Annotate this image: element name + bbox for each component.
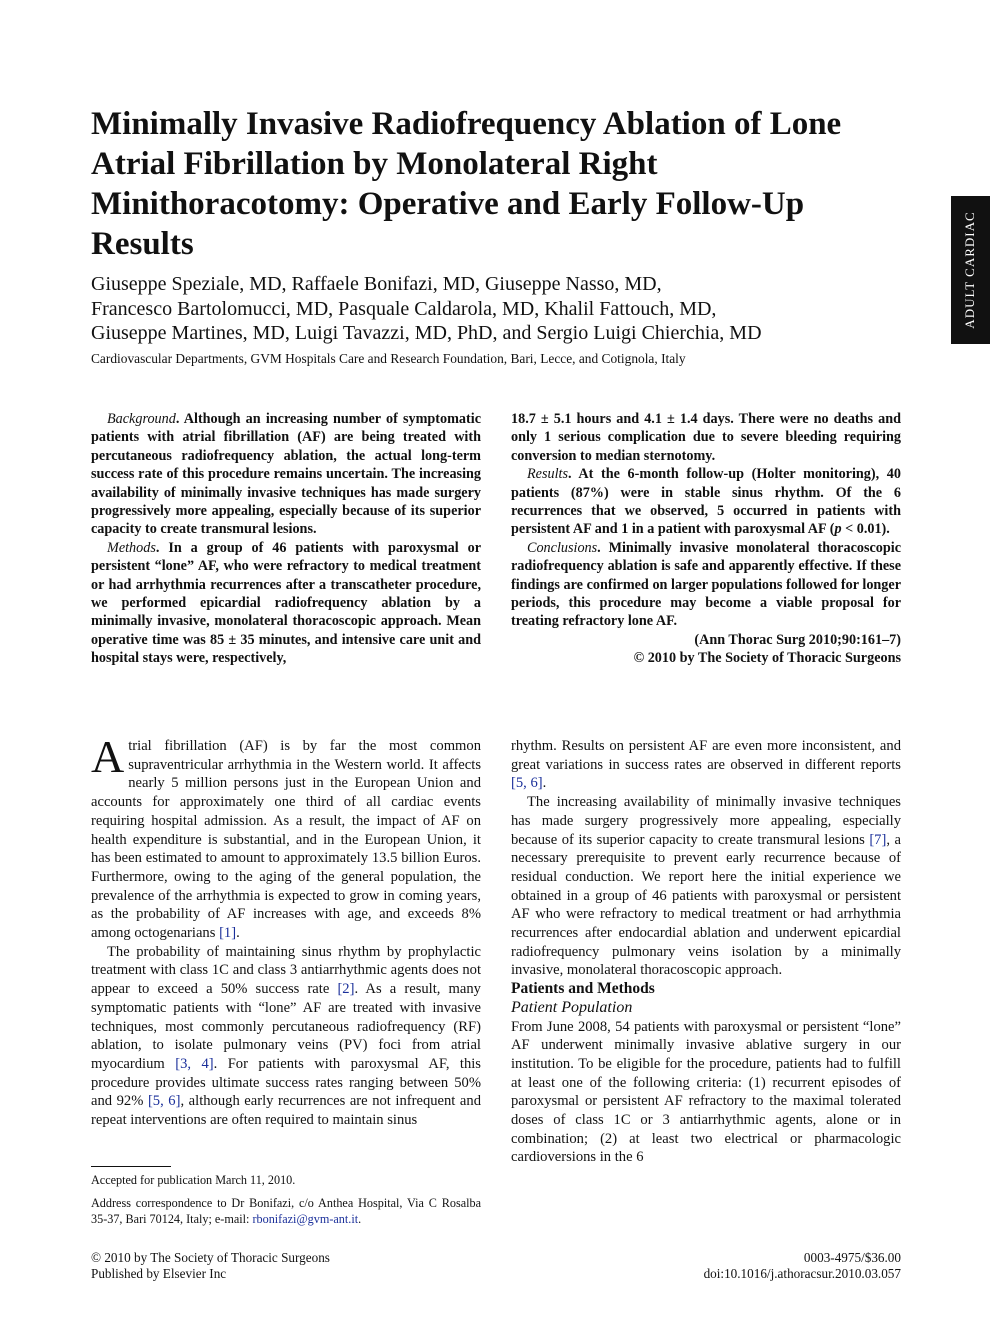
reference-link[interactable]: [5, 6] — [147, 1093, 181, 1110]
reference-link[interactable]: [3, 4] — [175, 1055, 214, 1072]
body-left-column — [91, 731, 481, 1130]
intro-paragraph-3: The increasing availability of minimally invasive techniques has made surgery progressively more appealing, especially because of its superior capacity to create transmural lesions [7], a necessary prerequisite to prevent early recurrence because of residual conduction. We report here the initial experience we obtained in a group of 46 patients with paroxysmal or persistent AF who were refractory to medical treatment or had arrhythmia recurrences after endocardial ablation and underwent epicardial radiofrequency pulmonary veins isolation by a minimally invasive, monolateral thoracoscopic approach. — [511, 794, 901, 979]
accepted-date: Accepted for publication March 11, 2010. — [91, 1173, 296, 1187]
correspondence-address: Address correspondence to Dr Bonifazi, c/o Anthea Hospital, Via C Rosalba 35-37, Bari 70124, Italy; e-mail: rbonifazi@gvm-ant.it. — [91, 1196, 481, 1226]
footer-left — [91, 1250, 330, 1282]
abstract-methods-continued: 18.7 ± 5.1 hours and 4.1 ± 1.4 days. There were no deaths and only 1 serious complication due to severe bleeding requiring conversion to median sternotomy. — [511, 411, 901, 464]
abstract-right-column — [511, 410, 901, 668]
intro-paragraph-2-continued: rhythm. Results on persistent AF are even more inconsistent, and great variations in success rates are observed in different reports [5, 6]. — [511, 738, 901, 792]
footnote-divider — [91, 1166, 171, 1167]
author-line-1: Giuseppe Speziale, MD, Raffaele Bonifazi, MD, Giuseppe Nasso, MD, — [91, 273, 662, 295]
abstract-background: Background. Although an increasing number of symptomatic patients with atrial fibrillation (AF) are being treated with percutaneous radiofrequency ablation, the actual long-term success rate of this procedure remains uncertain. The increasing availability of minimally invasive techniques has made surgery progressively more appealing, especially because of its superior capacity to create transmural lesions. — [91, 411, 481, 538]
article-title: Minimally Invasive Radiofrequency Ablation of Lone Atrial Fibrillation by Monolateral Right Minithoracotomy: Operative and Early Follow-Up Results — [91, 106, 842, 262]
email-link[interactable]: rbonifazi@gvm-ant.it — [252, 1212, 359, 1226]
footer-doi: doi:10.1016/j.athoracsur.2010.03.057 — [703, 1266, 901, 1281]
footer-issn-price: 0003-4975/$36.00 — [803, 1250, 901, 1265]
abstract-results-head: Results — [527, 466, 568, 483]
section-heading: Patients and Methods — [511, 980, 655, 998]
author-line-2: Francesco Bartolomucci, MD, Pasquale Caldarola, MD, Khalil Fattouch, MD, — [91, 297, 717, 320]
intro-paragraph-1: Atrial fibrillation (AF) is by far the most common supraventricular arrhythmia in the Western world. It affects nearly 5 million persons just in the European Union and accounts for approximately one third of all cardiac events requiring hospital admission. As a result, the impact of AF on health expenditure is substantial, and in the European Union, it has been estimated to amount to approximately 13.5 billion Euros. Furthermore, owing to the aging of the general population, the prevalence of the arrhythmia is expected to grow in coming years, as the probability of AF increases with age, and exceeds 8% among octogenarians [1]. — [91, 731, 481, 942]
abstract-copyright: © 2010 by The Society of Thoracic Surgeons — [633, 650, 901, 667]
intro-paragraph-2: The probability of maintaining sinus rhythm by prophylactic treatment with class 1C and class 3 antiarrhythmic agents does not appear to exceed a 50% success rate [2]. As a result, many symptomatic patients with “lone” AF are treated with invasive techniques, most commonly percutaneous radiofrequency (RF) ablation, to isolate pulmonary veins (PV) foci from atrial myocardium [3, 4]. For patients with paroxysmal AF, this procedure provides ultimate success rates ranging between 50% and 92% [5, 6], although early recurrences are not infrequent and repeat interventions are often required to maintain sinus — [91, 943, 481, 1129]
affiliation: Cardiovascular Departments, GVM Hospitals Care and Research Foundation, Bari, Lecce, and Cotignola, Italy — [91, 351, 686, 366]
abstract-background-head: Background — [107, 411, 176, 427]
reference-link[interactable]: [2] — [337, 981, 355, 998]
abstract-conclusions-head: Conclusions — [527, 539, 598, 556]
abstract-methods-head: Methods — [107, 539, 156, 556]
reference-link[interactable]: [5, 6] — [511, 775, 543, 792]
body-right-column — [511, 737, 901, 1167]
footer-copyright: © 2010 by The Society of Thoracic Surgeons — [91, 1250, 330, 1265]
abstract-methods: Methods. In a group of 46 patients with paroxysmal or persistent “lone” AF, who were refractory to medical treatment or had arrhythmia recurrences after a transcatheter procedure, we performed epicardial radiofrequency ablation by a minimally invasive, monolateral thoracoscopic approach. Mean operative time was 85 ± 35 minutes, and intensive care unit and hospital stays were, respectively, — [91, 539, 481, 667]
drop-cap: A — [91, 731, 125, 782]
author-line-3: Giuseppe Martines, MD, Luigi Tavazzi, MD, PhD, and Sergio Luigi Chierchia, MD — [91, 322, 762, 344]
section-side-tab — [951, 196, 990, 344]
journal-citation: (Ann Thorac Surg 2010;90:161–7) — [694, 631, 901, 648]
reference-link[interactable]: [7] — [869, 831, 887, 848]
reference-link[interactable]: [1] — [219, 925, 237, 942]
side-tab-label: ADULT CARDIAC — [962, 211, 977, 329]
footnotes — [91, 1172, 481, 1234]
footer-publisher: Published by Elsevier Inc — [91, 1266, 227, 1281]
author-list — [91, 272, 911, 346]
footer-right — [601, 1250, 901, 1282]
abstract-left-column — [91, 410, 481, 668]
abstract-conclusions: Conclusions. Minimally invasive monolateral thoracoscopic radiofrequency ablation is safe and apparently effective. If these findings are confirmed on larger populations followed for longer periods, this procedure may become a viable proposal for treating refractory lone AF. — [511, 539, 901, 630]
abstract-results: Results. At the 6-month follow-up (Holter monitoring), 40 patients (87%) were in stable sinus rhythm. Of the 6 recurrences that we observed, 5 occurred in patients with persistent AF and 1 in a patient with paroxysmal AF (p < 0.01). — [511, 466, 901, 538]
subsection-heading: Patient Population — [511, 998, 633, 1016]
methods-paragraph-1: From June 2008, 54 patients with paroxysmal or persistent “lone” AF underwent minimally invasive ablative surgery in our institution. To be eligible for the procedure, patients had to fulfill at least one of the following criteria: (1) recurrent episodes of paroxysmal or persistent AF refractory to the maximal tolerated doses of class 1C or 3 antiarrhythmic agents, alone or in combination; (2) at least two electrical or pharmacologic cardioversions in the 6 — [511, 1018, 901, 1166]
